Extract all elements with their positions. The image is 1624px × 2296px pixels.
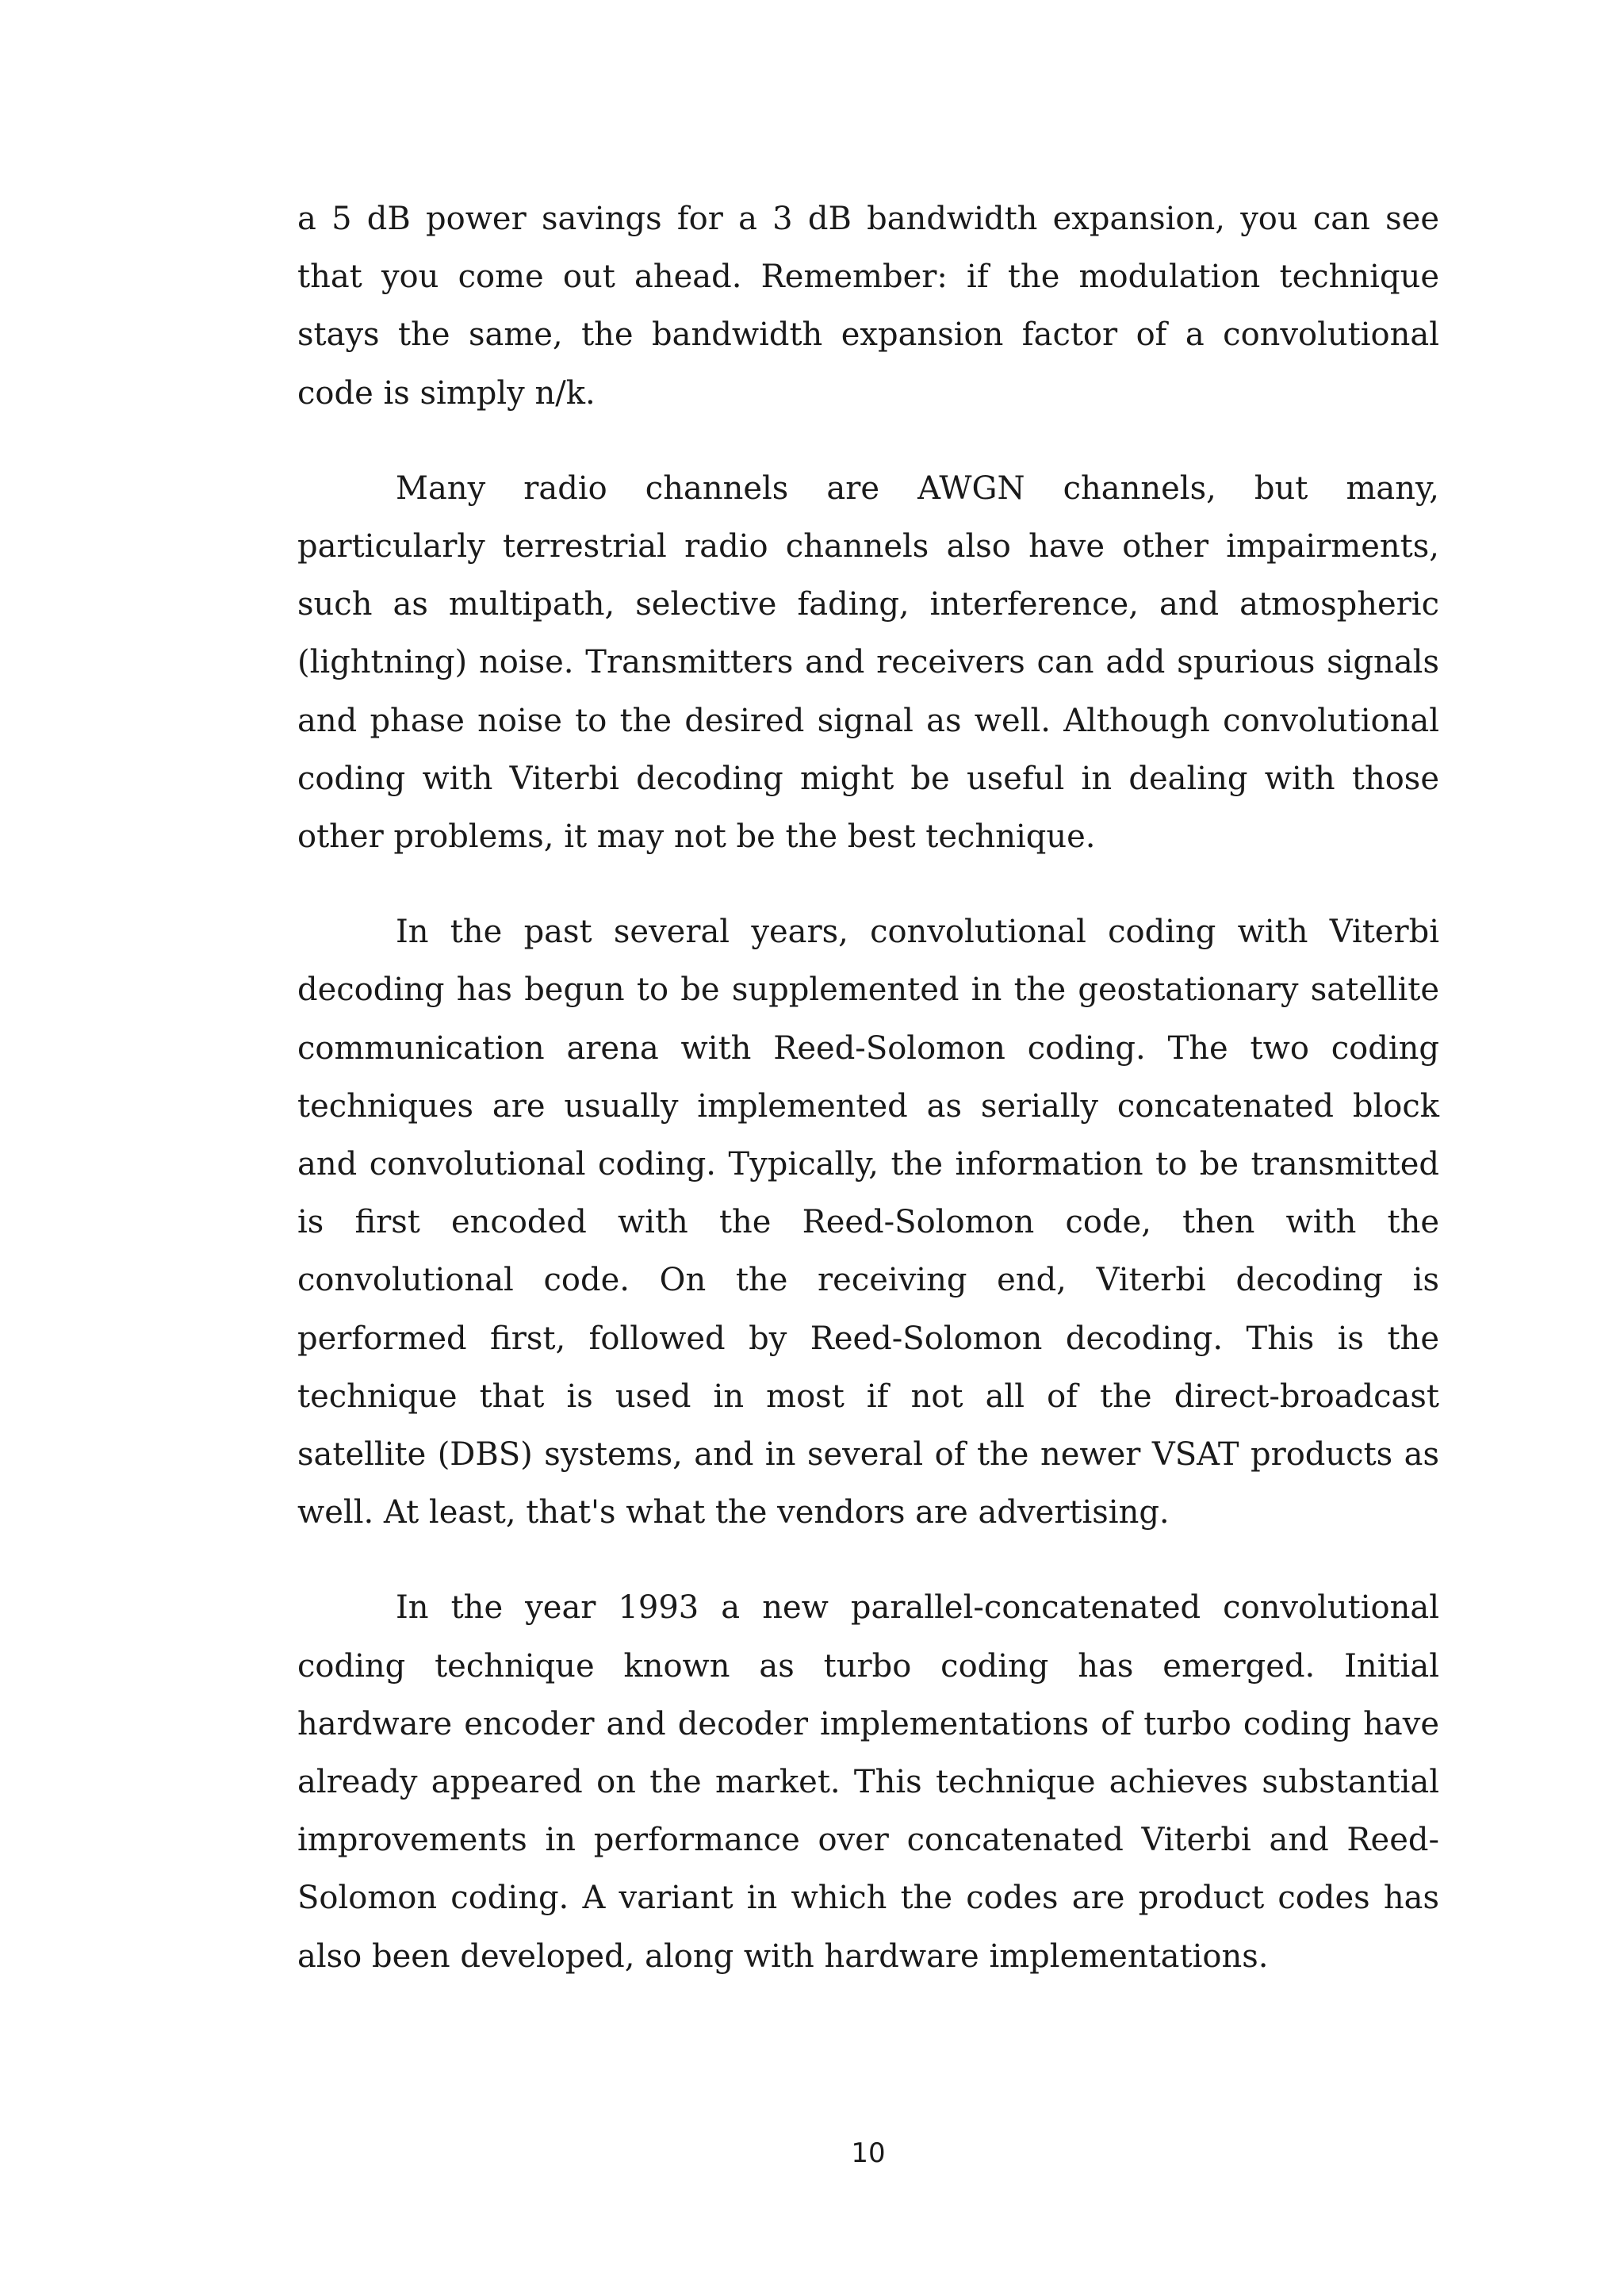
paragraph-3: In the past several years, convolutional coding with Viterbi decoding has begun to be supplemented in the geostationary satellite communication arena with Reed-Solomon coding. The two coding techniques are usually implemented as serially concatenated block and convolutional coding. Typically, the information to be transmitted is first encoded with the Reed-Solomon code, then with the convolutional code. On the receiving end, Viterbi decoding is performed first, followed by Reed-Solomon decoding. This is the technique that is used in most if not all of the direct-broadcast satellite (DBS) systems, and in several of the newer VSAT products as well. At least, that's what the vendors are advertising. bbox=[297, 914, 1439, 1531]
body-text bbox=[297, 190, 1439, 2023]
paragraph-2: Many radio channels are AWGN channels, but many, particularly terrestrial radio channels also have other impairments, such as multipath, selective fading, interference, and atmospheric (lightning) noise. Transmitters and receivers can add spurious signals and phase noise to the desired signal as well. Although convolutional coding with Viterbi decoding might be useful in dealing with those other problems, it may not be the best technique. bbox=[297, 470, 1439, 856]
paragraph-1: a 5 dB power savings for a 3 dB bandwidth expansion, you can see that you come out ahead. Remember: if the modulation technique stays the same, the bandwidth expansion factor of a convolutional code is simply n/k. bbox=[297, 201, 1439, 412]
paragraph-4: In the year 1993 a new parallel-concatenated convolutional coding technique known as turbo coding has emerged. Initial hardware encoder and decoder implementations of turbo coding have already appeared on the market. This technique achieves substantial improvements in performance over concatenated Viterbi and Reed-Solomon coding. A variant in which the codes are product codes has also been developed, along with hardware implementations. bbox=[297, 1589, 1439, 1975]
page-number: 10 bbox=[851, 2137, 886, 2169]
